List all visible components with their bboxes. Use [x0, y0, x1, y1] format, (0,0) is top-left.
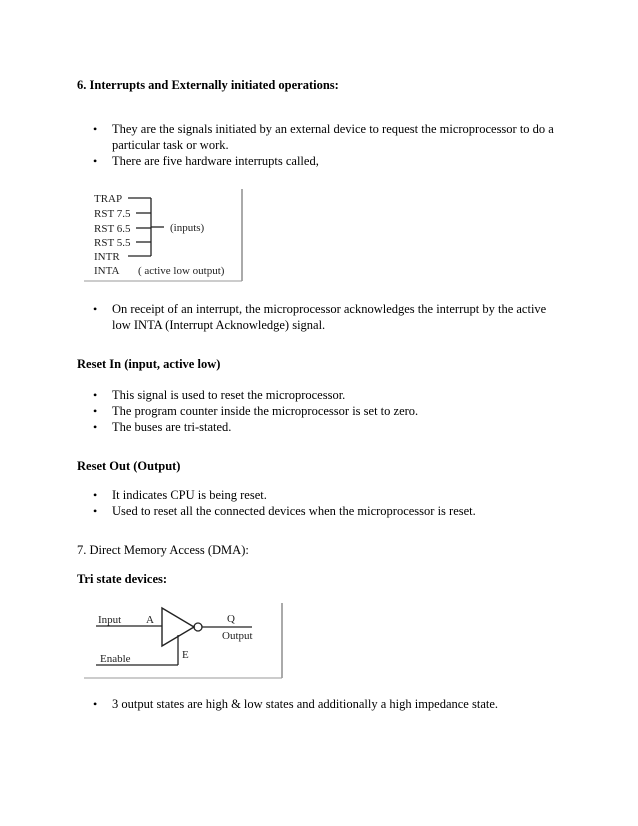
section-6-heading: 6. Interrupts and Externally initiated operations:: [77, 78, 339, 92]
pin-label-inta: INTA: [94, 265, 120, 277]
pin-a-label: A: [146, 614, 154, 626]
inta-note: ( active low output): [138, 265, 225, 277]
reset-in-heading: Reset In (input, active low): [77, 357, 221, 371]
pin-label-rst-6-5: RST 6.5: [94, 223, 131, 235]
list-item: • 3 output states are high & low states and additionally a high impedance state.: [77, 696, 557, 712]
section-6-after-figure-list: [77, 301, 557, 333]
pin-label-rst-7-5: RST 7.5: [94, 208, 131, 220]
pin-e-label: E: [182, 649, 189, 661]
list-item: • Used to reset all the connected devices when the microprocessor is reset.: [77, 503, 557, 519]
section-6-bullet-list: [77, 121, 557, 169]
interrupt-pins-diagram: [84, 187, 246, 283]
pin-label-trap: TRAP: [94, 193, 123, 205]
list-item: • The program counter inside the microprocessor is set to zero.: [77, 403, 557, 419]
reset-in-bullet-list: [77, 387, 557, 435]
reset-out-bullet-list: [77, 487, 557, 519]
list-item: • It indicates CPU is being reset.: [77, 487, 557, 503]
pin-label-intr: INTR: [94, 251, 120, 263]
list-item: • They are the signals initiated by an external device to request the microprocessor to do a particular task or work.: [77, 121, 557, 153]
tri-state-buffer-diagram: [84, 602, 286, 680]
list-item: • There are five hardware interrupts called,: [77, 153, 557, 169]
tri-state-heading: Tri state devices:: [77, 572, 168, 586]
input-label: Input: [98, 614, 122, 626]
list-item: • The buses are tri-stated.: [77, 419, 557, 435]
pin-q-label: Q: [227, 613, 235, 625]
enable-label: Enable: [100, 653, 131, 665]
output-label: Output: [222, 630, 253, 642]
section-7-heading: 7. Direct Memory Access (DMA):: [77, 543, 249, 557]
interrupt-pins-figure: [84, 187, 246, 283]
list-item: • On receipt of an interrupt, the microprocessor acknowledges the interrupt by the active low INTA (Interrupt Acknowledge) signal.: [77, 301, 557, 333]
pin-label-rst-5-5: RST 5.5: [94, 237, 131, 249]
tri-state-bullet-list: [77, 696, 557, 712]
reset-out-heading: Reset Out (Output): [77, 459, 181, 473]
list-item: • This signal is used to reset the microprocessor.: [77, 387, 557, 403]
inputs-label: (inputs): [170, 222, 205, 234]
tri-state-buffer-figure: [84, 602, 286, 680]
